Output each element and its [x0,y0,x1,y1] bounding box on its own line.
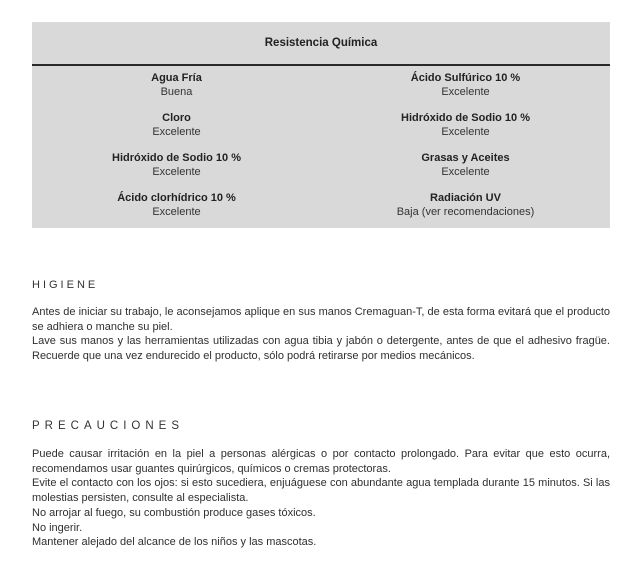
resistance-value: Excelente [152,206,201,218]
paragraph: Antes de iniciar su trabajo, le aconsejamos aplique en sus manos Cremaguan-T, de esta forma evitará que el producto se adhiera o manche su piel. [32,306,610,333]
resistance-name: Ácido clorhídrico 10 % [117,192,236,204]
resistance-value: Buena [160,86,193,98]
paragraph: No ingerir. [32,521,83,534]
precauciones-heading: PRECAUCIONES [32,420,185,432]
resistance-cell [321,71,610,99]
resistance-name: Grasas y Aceites [421,152,510,164]
resistance-cell [321,191,610,219]
resistance-value: Excelente [441,166,490,178]
resistance-value: Excelente [152,166,201,178]
resistance-value: Excelente [441,86,490,98]
paragraph: Evite el contacto con los ojos: si esto sucediera, enjuáguese con abundante agua templada durante 15 minutos. Si las molestias persisten, consulte al especialista. [32,477,610,505]
resistance-cell [321,111,610,139]
higiene-heading: HIGIENE [32,279,99,291]
resistance-name: Cloro [162,112,191,124]
resistance-cell [32,151,321,179]
resistance-value: Baja (ver recomendaciones) [396,206,535,218]
resistance-cell [32,111,321,139]
resistance-name: Hidróxido de Sodio 10 % [401,112,530,124]
resistance-name: Ácido Sulfúrico 10 % [410,72,521,84]
resistance-value: Excelente [152,126,201,138]
resistance-name: Agua Fría [151,72,202,84]
resistance-value: Excelente [441,126,490,138]
resistance-cell [32,191,321,219]
resistance-name: Hidróxido de Sodio 10 % [112,152,241,164]
table-divider [32,64,610,66]
resistance-name: Radiación UV [430,192,501,204]
table-title: Resistencia Química [264,37,378,49]
chemical-resistance-table [32,22,610,228]
paragraph: Puede causar irritación en la piel a personas alérgicas o por contacto prolongado. Para evitar que esto ocurra, recomendamos usar guantes quirúrgicos, químicos o cremas protectoras. [32,448,610,475]
precauciones-text [32,447,610,550]
paragraph: No arrojar al fuego, su combustión produce gases tóxicos. [32,506,316,519]
paragraph: Mantener alejado del alcance de los niños y las mascotas. [32,536,317,549]
paragraph: Lave sus manos y las herramientas utilizadas con agua tibia y jabón o detergente, antes de que el adhesivo fragüe. Recuerde que una vez endurecido el producto, sólo podrá retirarse por medios mecánicos. [32,335,610,363]
resistance-cell [321,151,610,179]
resistance-cell [32,71,321,99]
higiene-text [32,305,610,364]
